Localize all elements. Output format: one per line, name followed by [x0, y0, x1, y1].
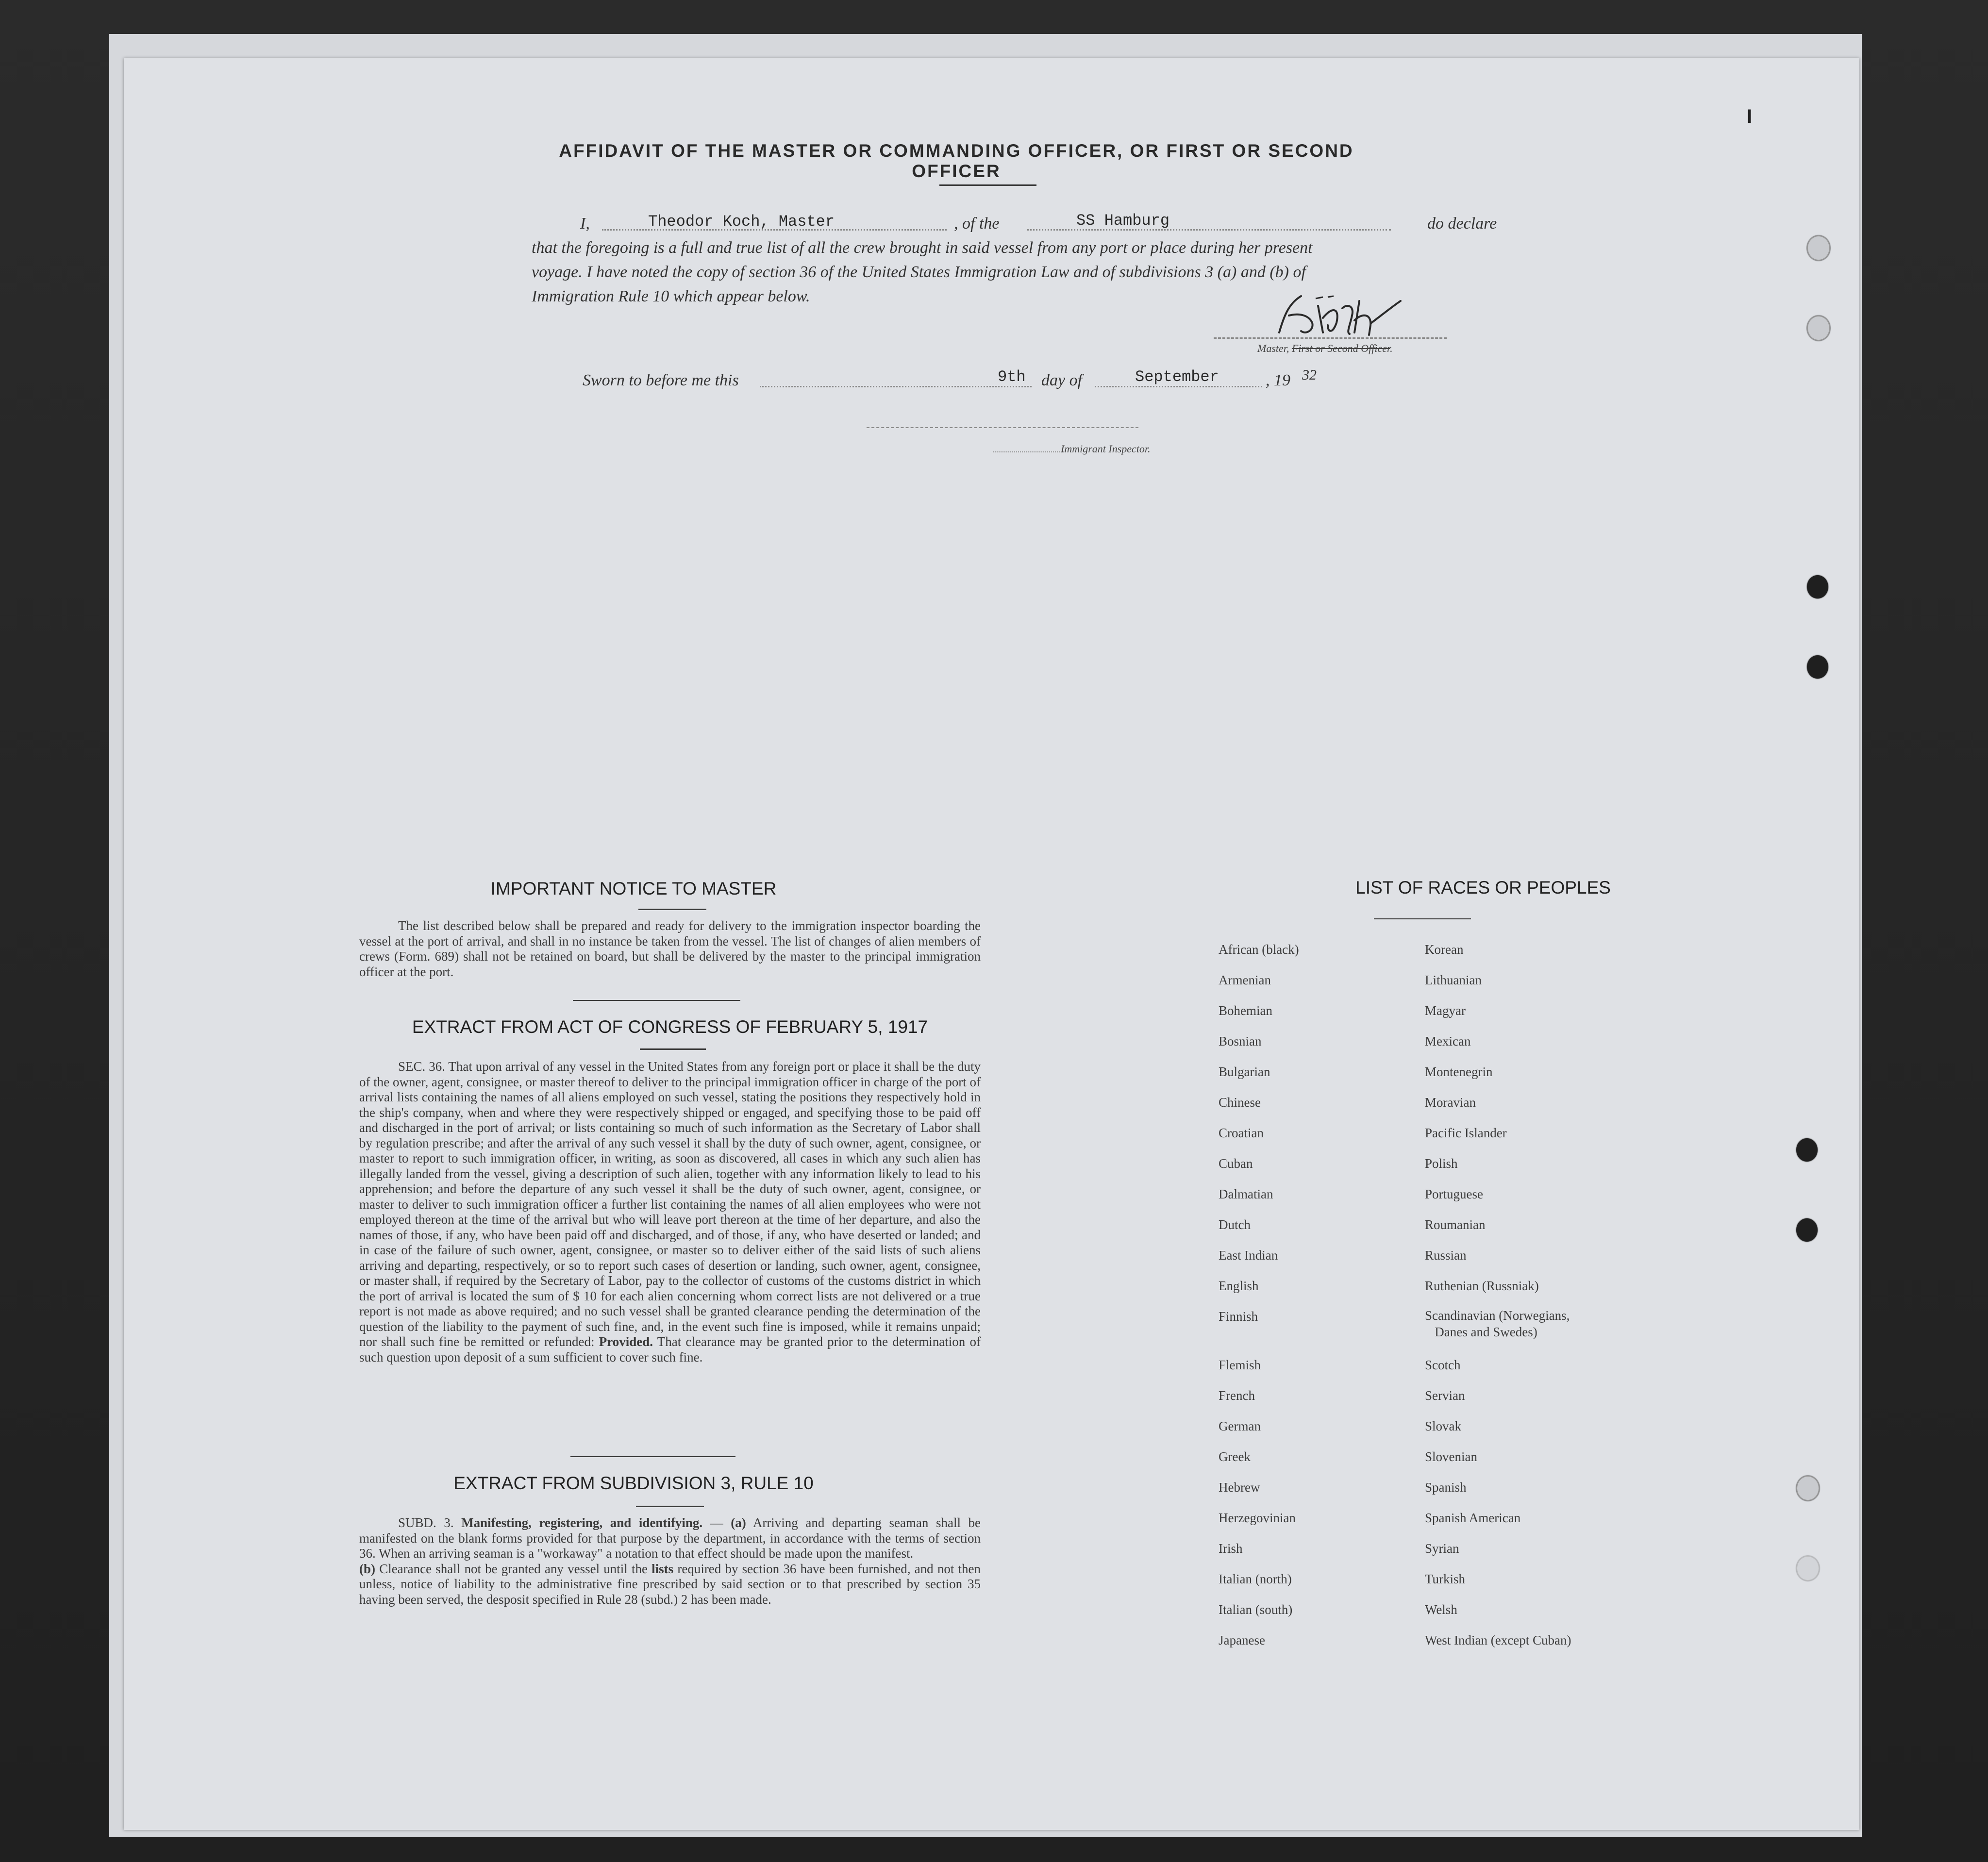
race-item: German: [1219, 1419, 1261, 1433]
subd-a-text: Arriving and departing seaman shall be manifested on the blank forms provided for that purpose by the department, in accordance with the terms of section 36. When an arriving seaman is a "workaway" a notation to that effect should be made upon the manifest.: [359, 1515, 981, 1561]
sworn-month-value: September: [1135, 368, 1219, 386]
races-title: LIST OF RACES OR PEOPLES: [1355, 878, 1611, 898]
races-column-2: [1425, 934, 1571, 1656]
punch-hole: [1807, 575, 1828, 598]
race-item: French: [1219, 1388, 1255, 1403]
signature-caption: [1257, 342, 1393, 355]
subd-b-text-2: required by section 36 have been furnished, and not then unless, notice of liability to the administrative fine prescribed by said section or to that prescribed by section 35 having been served, the desposit specified in Rule 28 (subd.) 2 has been made.: [359, 1561, 981, 1607]
race-item: Armenian: [1219, 973, 1271, 987]
act-extract-title: EXTRACT FROM ACT OF CONGRESS OF FEBRUARY 5, 1917: [412, 1017, 928, 1037]
inspector-signature-line: [867, 427, 1138, 428]
subd-b-lists: lists: [652, 1561, 674, 1576]
year-prefix: , 19: [1266, 371, 1290, 389]
race-item: Croatian: [1219, 1126, 1264, 1140]
subd-a-label: (a): [731, 1515, 746, 1530]
race-item: Welsh: [1425, 1602, 1457, 1617]
subd-b-label: (b): [359, 1561, 375, 1576]
day-of-label: day of: [1041, 371, 1083, 389]
notice-title: IMPORTANT NOTICE TO MASTER: [490, 879, 777, 898]
race-item: Flemish: [1219, 1358, 1261, 1372]
race-item: African (black): [1219, 942, 1299, 957]
punch-hole: [1796, 1138, 1818, 1162]
race-item: Lithuanian: [1425, 973, 1482, 987]
race-item: Slovenian: [1425, 1449, 1477, 1464]
affidavit-line-4: Immigration Rule 10 which appear below.: [532, 287, 810, 305]
year-suffix: 32: [1302, 367, 1317, 383]
race-item: Pacific Islander: [1425, 1126, 1507, 1140]
notice-text: [359, 918, 981, 980]
of-the-label: , of the: [954, 215, 1000, 233]
rule-extract-underline: [636, 1506, 704, 1507]
race-item: Ruthenian (Russniak): [1425, 1279, 1539, 1293]
divider: [570, 1456, 735, 1457]
caption-master: Master,: [1257, 342, 1289, 354]
master-name-value: Theodor Koch, Master: [648, 213, 835, 231]
race-item: Italian (north): [1219, 1572, 1292, 1586]
punch-hole: [1807, 655, 1828, 679]
race-item: Bosnian: [1219, 1034, 1262, 1048]
subd-b-text-1: Clearance shall not be granted any vessel until the: [379, 1561, 648, 1576]
race-item: Dalmatian: [1219, 1187, 1273, 1201]
affidavit-pronoun: I,: [580, 215, 590, 233]
do-declare-label: do declare: [1427, 215, 1497, 233]
punch-hole: [1796, 1556, 1820, 1581]
punch-hole: [1807, 316, 1830, 341]
document-page: [124, 58, 1859, 1830]
act-provided: Provided.: [599, 1334, 653, 1349]
inspector-label: Immigrant Inspector.: [1061, 443, 1151, 455]
race-item: Dutch: [1219, 1217, 1251, 1232]
affidavit-line-3: voyage. I have noted the copy of section 36 of the United States Immigration Law and of subdivisions 3 (a) and (b) of: [532, 263, 1306, 281]
race-item: Greek: [1219, 1449, 1251, 1464]
race-item: Slovak: [1425, 1419, 1462, 1433]
races-underline: [1374, 918, 1471, 919]
caption-struck-officer: First or Second Officer: [1291, 342, 1390, 354]
signature-image: [1255, 286, 1420, 349]
rule-extract-title: EXTRACT FROM SUBDIVISION 3, RULE 10: [453, 1473, 814, 1493]
sworn-day-field: [760, 386, 1032, 387]
act-extract-main: SEC. 36. That upon arrival of any vessel in the United States from any foreign port or place it shall be the duty of the owner, agent, consignee, or master thereof to deliver to the principal immigration officer in charge of the port of arrival lists containing the names of all aliens employed on such vessel, stating the positions they respectively hold in the ship's company, when and where they were respectively shipped or engaged, and specifying those to be paid off and discharged in the port of arrival; or lists containing so much of such information as the Secretary of Labor shall by regulation prescribe; and after the arrival of any such vessel it shall by the duty of such owner, agent, consignee, or master to report to such immigration officer, in writing, as soon as discovered, all cases in which any such alien has illegally landed from the vessel, giving a description of such alien, together with any information likely to lead to his apprehension; and before the departure of any such vessel it shall be the duty of such owner, agent, consignee, or master to deliver to such immigration officer a further list containing the names of all alien employees who were not employed thereon at the time of the arrival but who will leave port thereon at the time of her departure, and also the names of those, if any, who have been paid off and discharged, and of those, if any, who have deserted or landed; and in case of the failure of such owner, agent, consignee, or master so to deliver either of the said lists of such aliens arriving and departing, respectively, or so to report such cases of desertion or landing, such owner, agent, consignee, or master shall, if required by the Secretary of Labor, pay to the collector of customs of the customs district in which the port of arrival is located the sum of $ 10 for each alien concerning whom correct lists are not delivered or a true report is not made as above required; and no such vessel shall be granted clearance pending the determination of the question of the liability to the payment of such fine, and, in the event such fine is imposed, while it remains unpaid; nor shall such fine be remitted or refunded:: [359, 1059, 981, 1349]
race-item: Bulgarian: [1219, 1064, 1270, 1079]
notice-paragraph: The list described below shall be prepared and ready for delivery to the immigration inspector boarding the vessel at the port of arrival, and shall in no instance be taken from the vessel. The list of changes of alien members of crews (Form. 689) shall not be retained on board, but shall be delivered by the master to the principal immigration officer at the port.: [359, 918, 981, 979]
races-column-1: [1219, 934, 1299, 1656]
race-item: English: [1219, 1279, 1259, 1293]
race-item: Syrian: [1425, 1541, 1459, 1556]
punch-hole: [1796, 1218, 1818, 1242]
inspector-name-field: [993, 451, 1066, 452]
race-item: Irish: [1219, 1541, 1243, 1556]
race-item: Moravian: [1425, 1095, 1476, 1110]
race-item: Magyar: [1425, 1003, 1466, 1018]
race-item: Chinese: [1219, 1095, 1261, 1110]
act-extract-end: That clearance may be granted prior to the determination of such question upon deposit of a sum sufficient to cover such fine.: [359, 1334, 981, 1364]
act-extract-underline: [640, 1048, 706, 1050]
subd-heading: Manifesting, registering, and identifying.: [461, 1515, 703, 1530]
punch-hole: [1796, 1476, 1820, 1501]
race-item: Montenegrin: [1425, 1064, 1493, 1079]
affidavit-line-2: that the foregoing is a full and true list of all the crew brought in said vessel from any port or place during her present: [532, 239, 1313, 257]
race-item: Scotch: [1425, 1358, 1461, 1372]
race-item: Polish: [1425, 1156, 1458, 1171]
race-item: Russian: [1425, 1248, 1467, 1263]
caption-end: .: [1390, 342, 1393, 354]
race-item: Turkish: [1425, 1572, 1466, 1586]
race-item: Finnish: [1219, 1309, 1258, 1324]
affidavit-title: AFFIDAVIT OF THE MASTER OR COMMANDING OFFICER, OR FIRST OR SECOND OFFICER: [559, 141, 1354, 181]
subd-dash: —: [702, 1515, 731, 1530]
sworn-month-field: [1095, 386, 1262, 387]
race-item: Japanese: [1219, 1633, 1265, 1647]
race-item: Portuguese: [1425, 1187, 1483, 1201]
rule-extract-text: [359, 1515, 981, 1607]
race-item: Roumanian: [1425, 1217, 1486, 1232]
race-item: Mexican: [1425, 1034, 1471, 1048]
act-extract-text: [359, 1059, 981, 1365]
sworn-label: Sworn to before me this: [583, 371, 739, 389]
race-item: West Indian (except Cuban): [1425, 1633, 1571, 1647]
race-item: Servian: [1425, 1388, 1465, 1403]
race-item: Korean: [1425, 942, 1464, 957]
race-item: Scandinavian (Norwegians, Danes and Swedes): [1425, 1308, 1570, 1339]
punch-hole: [1807, 235, 1830, 261]
signature-line: [1214, 337, 1447, 339]
notice-underline: [638, 909, 706, 910]
race-item: Spanish: [1425, 1480, 1467, 1495]
subd-label: SUBD. 3.: [398, 1515, 454, 1530]
sworn-day-value: 9th: [998, 368, 1026, 386]
race-item: Herzegovinian: [1219, 1511, 1296, 1525]
race-item: Cuban: [1219, 1156, 1253, 1171]
race-item: Bohemian: [1219, 1003, 1272, 1018]
title-underline: [939, 184, 1036, 186]
page-mark: I: [1747, 106, 1753, 127]
race-item: East Indian: [1219, 1248, 1278, 1263]
race-item: Hebrew: [1219, 1480, 1260, 1495]
vessel-value: SS Hamburg: [1076, 212, 1170, 230]
divider: [573, 1000, 740, 1001]
race-item: Spanish American: [1425, 1511, 1521, 1525]
race-item: Italian (south): [1219, 1602, 1293, 1617]
